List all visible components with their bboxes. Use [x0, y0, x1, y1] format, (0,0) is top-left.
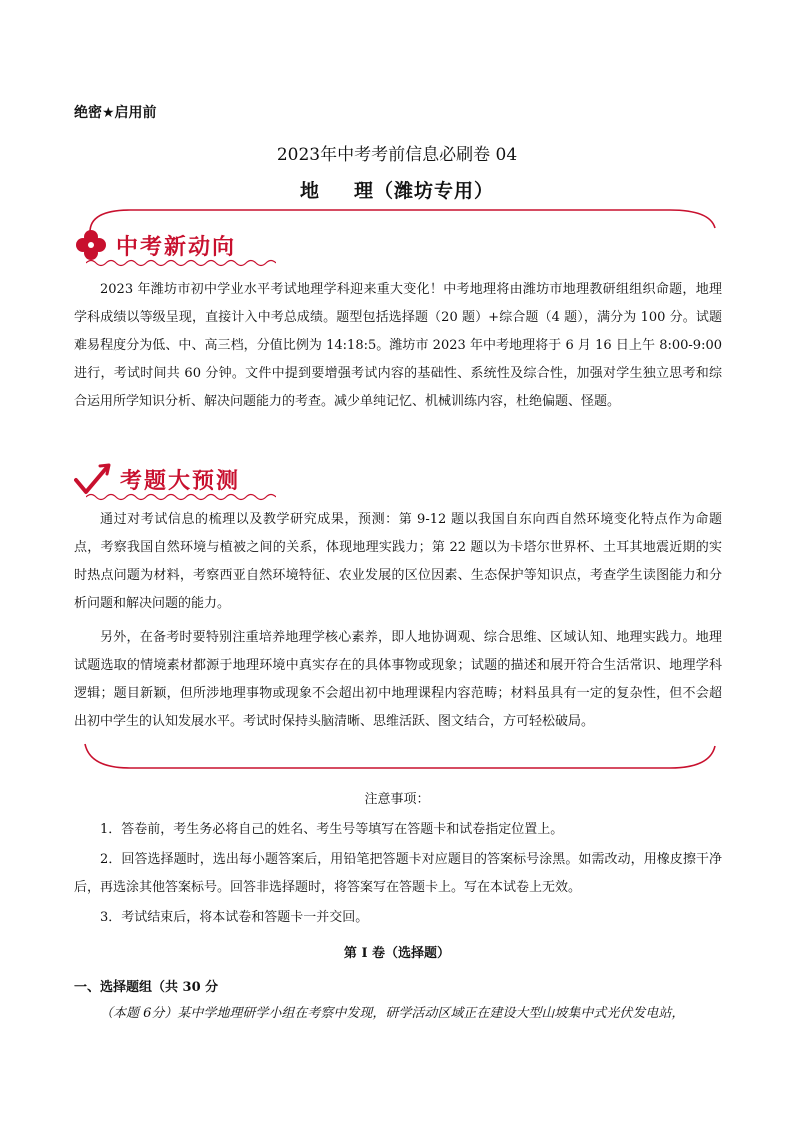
note-item-2: 2．回答选择题时，选出每小题答案后，用铅笔把答题卡对应题目的答案标号涂黑。如需改动，用橡皮擦干净后，再选涂其他答案标号。回答非选择题时，将答案写在答题卡上。写在本试卷上无效。 [74, 852, 722, 895]
question-1-text: （本题 6分）某中学地理研学小组在考察中发现，研学活动区域正在建设大型山坡集中式光伏发电站， [100, 1006, 685, 1021]
note-item-1: 1．答卷前，考生务必将自己的姓名、考生号等填写在答题卡和试卷指定位置上。 [100, 822, 564, 837]
note-item-3: 3．考试结束后，将本试卷和答题卡一并交回。 [100, 910, 369, 925]
new-trends-paragraph: 2023 年潍坊市初中学业水平考试地理学科迎来重大变化！中考地理将由潍坊市地理教研组组织命题，地理学科成绩以等级呈现，直接计入中考总成绩。题型包括选择题（20 题）+综合题（4 题），满分为 100 分。试题难易程度分为低、中、高三档，分值比例为 14:18:5。潍坊市 2023 年中考地理将于 6 月 16 日上午 8:00-9:00 进行，考试时间共 60 分钟。文件中提到要增强考试内容的基础性、系统性及综合性，加强对学生独立思考和综合运用所学知识分析、解决问题能力的考查。减少单纯记忆、机械训练内容，杜绝偏题、怪题。 [74, 282, 722, 409]
section-heading-label: 考题大预测 [120, 468, 241, 494]
exam-title: 2023年中考考前信息必刷卷 04 [276, 145, 518, 165]
exam-subject [0, 176, 794, 203]
clover-icon [74, 228, 108, 262]
confidential-mark: 绝密★启用前 [74, 105, 157, 121]
section-heading-choice: 一、选择题组（共 30 分 [74, 980, 219, 995]
volume-heading: 第 I 卷（选择题） [343, 946, 451, 961]
predictions-paragraph-1: 通过对考试信息的梳理以及教学研究成果，预测：第 9-12 题以我国自东向西自然环境变化特点作为命题点，考察我国自然环境与植被之间的关系，体现地理实践力；第 22 题以为卡塔尔世界杯、土耳其地震近期的实时热点问题为材料，考察西亚自然环境特征、农业发展的区位因素、生态保护等知识点，考查学生读图能力和分析问题和解决问题的能力。 [74, 512, 722, 611]
section-heading-new-trends [74, 228, 236, 262]
bottom-decorative-arc [60, 742, 740, 778]
heading-underline-wave [86, 492, 276, 502]
subject-rest: 理（潍坊专用） [354, 180, 495, 202]
heading-underline-wave [86, 258, 276, 268]
section-heading-predictions [74, 462, 240, 496]
subject-char-1: 地 [299, 180, 320, 202]
notes-title: 注意事项： [364, 792, 430, 807]
predictions-paragraph-2: 另外，在备考时要特别注重培养地理学核心素养，即人地协调观、综合思维、区域认知、地理实践力。地理试题选取的情境素材都源于地理环境中真实存在的具体事物或现象；试题的描述和展开符合生活常识、地理学科逻辑；题目新颖，但所涉地理事物或现象不会超出初中地理课程内容范畴；材料虽具有一定的复杂性，但不会超出初中学生的认知发展水平。考试时保持头脑清晰、思维活跃、图文结合，方可轻松破局。 [74, 630, 722, 729]
section-heading-label: 中考新动向 [116, 234, 237, 260]
checkmark-arrow-icon [74, 462, 112, 496]
